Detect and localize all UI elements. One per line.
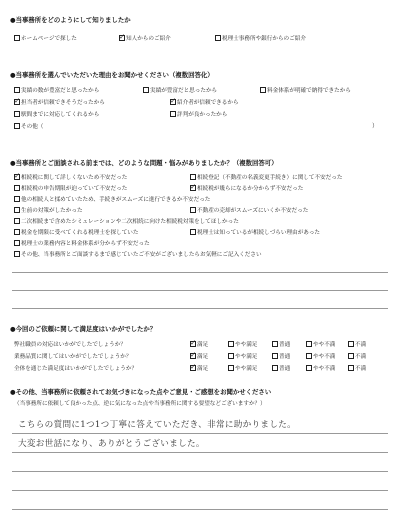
s3-answer-line[interactable]: [12, 308, 388, 309]
s4-q3-somewhat-satisfied[interactable]: やや満足: [228, 364, 257, 372]
checkbox[interactable]: [14, 218, 20, 224]
checkbox[interactable]: [14, 35, 20, 41]
checkbox[interactable]: [14, 123, 20, 129]
checkbox[interactable]: [14, 207, 20, 213]
s3-option-1[interactable]: 相続登記（不動産の名義変更手続き）に関して不安だった: [190, 173, 342, 181]
radio[interactable]: [348, 365, 354, 371]
s3-option-8[interactable]: 税金を期限に受べてくれる税理士を探していた: [14, 228, 138, 236]
handwritten-comment: こちらの質問に1つ1つ丁寧に答えていただき、非常に助かりました。: [18, 420, 297, 430]
s3-option-0[interactable]: ✓ 相続税に関して詳しくないため不安だった: [14, 170, 128, 181]
checkbox[interactable]: [14, 185, 20, 191]
checkbox[interactable]: [170, 111, 176, 117]
s4-q2-satisfied[interactable]: ✓ 満足: [190, 349, 209, 360]
s2-option-6[interactable]: 評判が良かったから: [170, 110, 227, 118]
check-mark-icon: ✓: [190, 337, 197, 347]
checkbox[interactable]: [143, 87, 149, 93]
s3-option-5[interactable]: 生前の対策がしたかった: [14, 206, 83, 214]
s3-option-2[interactable]: 相続税の申告期限が迫っていて不安だった: [14, 184, 127, 192]
comment-line[interactable]: [12, 490, 388, 491]
s3-option-7[interactable]: 二次相続まで含めたシミュレーションや二次相続に向けた相続税対策をしてほしかった: [14, 217, 239, 225]
s4-q1-somewhat-satisfied[interactable]: やや満足: [228, 340, 257, 348]
s4-q1-satisfied[interactable]: ✓ 満足: [190, 337, 209, 348]
radio[interactable]: [228, 341, 234, 347]
checkbox[interactable]: [190, 229, 196, 235]
radio[interactable]: [306, 341, 312, 347]
section-2-title: ●当事務所を選んでいただいた理由をお聞かせください（複数回答化）: [10, 71, 214, 79]
checkbox[interactable]: [14, 196, 20, 202]
checkbox-checked[interactable]: [14, 170, 21, 180]
radio[interactable]: [348, 353, 354, 359]
check-mark-icon: ✓: [190, 349, 197, 359]
radio[interactable]: [306, 353, 312, 359]
s4-q1-neutral[interactable]: 普通: [272, 340, 290, 348]
section-3-title: ●当事務所とご面談される前までは、どのような問題・悩みがありましたか？（複数回答可）: [10, 159, 278, 167]
checkbox-checked[interactable]: [14, 95, 21, 105]
checkbox[interactable]: [190, 207, 196, 213]
radio[interactable]: [228, 365, 234, 371]
s2-option-4[interactable]: ✓ 紹介者が信頼できるから: [170, 95, 239, 106]
radio[interactable]: [228, 353, 234, 359]
s2-other-close-paren: ）: [372, 123, 379, 130]
s4-q3-dissatisfied[interactable]: 不満: [348, 364, 366, 372]
radio[interactable]: [348, 341, 354, 347]
s4-q3-somewhat-dissatisfied[interactable]: やや不満: [306, 364, 335, 372]
s2-option-5[interactable]: 駅間までに対応してくれるから: [14, 110, 99, 118]
radio-checked[interactable]: [190, 349, 197, 359]
s3-option-other[interactable]: その他、当事務所とご面談するまで感じていたご不安がございましたらお気軽にご記入ください: [14, 250, 262, 258]
checkbox[interactable]: [260, 87, 266, 93]
radio[interactable]: [272, 353, 278, 359]
check-mark-icon: ✓: [14, 95, 21, 105]
check-mark-icon: ✓: [119, 31, 126, 41]
s4-q3-neutral[interactable]: 普通: [272, 364, 290, 372]
comment-line[interactable]: [12, 509, 388, 510]
s4-q2-neutral[interactable]: 普通: [272, 352, 290, 360]
s1-option-website[interactable]: ホームページで探した: [14, 34, 77, 42]
radio[interactable]: [306, 365, 312, 371]
s4-q1-somewhat-dissatisfied[interactable]: やや不満: [306, 340, 335, 348]
checkbox[interactable]: [14, 251, 20, 257]
s3-option-3[interactable]: ✓ 相続税が幾らになるか分からず不安だった: [190, 181, 304, 192]
check-mark-icon: ✓: [190, 361, 197, 371]
checkbox[interactable]: [14, 87, 20, 93]
s2-option-0[interactable]: 実績の数が豊富だと思ったから: [14, 86, 99, 94]
s1-option-referral-tax[interactable]: 税理士事務所や銀行からのご紹介: [215, 34, 306, 42]
s4-question-overall: 全体を通じた満足度はいかがでしたでしょうか？: [14, 366, 138, 372]
s4-q3-satisfied[interactable]: ✓ 満足: [190, 361, 209, 372]
s4-question-staff: 弊社職員の対応はいかがでしたでしょうか？: [14, 342, 126, 348]
section-4-title: ●今回のご依頼に関して満足度はいかがでしたか？: [10, 325, 157, 333]
s3-option-4[interactable]: 他の相続人と揉めていたため、手続きがスムーズに進行できるか不安だった: [14, 195, 210, 203]
s4-q1-dissatisfied[interactable]: 不満: [348, 340, 366, 348]
s3-answer-line[interactable]: [12, 290, 388, 291]
checkbox-checked[interactable]: [119, 31, 126, 41]
s4-q2-somewhat-satisfied[interactable]: やや満足: [228, 352, 257, 360]
s4-q2-somewhat-dissatisfied[interactable]: やや不満: [306, 352, 335, 360]
s3-option-10[interactable]: 税理士の業務内容と料金体系が分からず不安だった: [14, 239, 150, 247]
s4-q2-dissatisfied[interactable]: 不満: [348, 352, 366, 360]
checkbox[interactable]: [215, 35, 221, 41]
s2-option-other[interactable]: その他（: [14, 122, 43, 130]
s3-option-9[interactable]: 税理士は知っているが相続しづらい理由があった: [190, 228, 320, 236]
comment-line[interactable]: [12, 471, 388, 472]
radio-checked[interactable]: [190, 361, 197, 371]
section-5-subtitle: （当事務所に依頼して良かった点、逆に気になった点や当事務所に関する要望などございますか？）: [14, 401, 266, 407]
s2-option-3[interactable]: ✓ 担当者が信頼できそうだったから: [14, 95, 105, 106]
handwritten-comment: 大変お世話になり、ありがとうございました。: [18, 439, 205, 449]
s1-option-referral-friend[interactable]: ✓ 知人からのご紹介: [119, 31, 171, 42]
checkbox[interactable]: [14, 111, 20, 117]
check-mark-icon: ✓: [170, 95, 177, 105]
check-mark-icon: ✓: [14, 170, 21, 180]
checkbox-checked[interactable]: [170, 95, 177, 105]
s3-option-6[interactable]: 不動産の売却がスムーズにいくか不安だった: [190, 206, 308, 214]
checkbox[interactable]: [14, 229, 20, 235]
checkbox-checked[interactable]: [190, 181, 197, 191]
s2-option-2[interactable]: 料金体系が明確で納得できたから: [260, 86, 351, 94]
s3-answer-line[interactable]: [12, 272, 388, 273]
s4-question-quality: 業務品質に関してはいかがでしたでしょうか？: [14, 354, 132, 360]
checkbox[interactable]: [14, 240, 20, 246]
radio-checked[interactable]: [190, 337, 197, 347]
radio[interactable]: [272, 365, 278, 371]
comment-line[interactable]: [12, 452, 388, 453]
checkbox[interactable]: [190, 174, 196, 180]
comment-line[interactable]: [12, 433, 388, 434]
check-mark-icon: ✓: [190, 181, 197, 191]
s2-option-1[interactable]: 実績が豊富だと思ったから: [143, 86, 217, 94]
section-5-title: ●その他、当事務所に依頼されてお気づきになった点やご意見・ご感想をお聞かせください: [10, 388, 272, 396]
section-1-title: ●当事務所をどのようにして知りましたか: [10, 16, 131, 24]
radio[interactable]: [272, 341, 278, 347]
